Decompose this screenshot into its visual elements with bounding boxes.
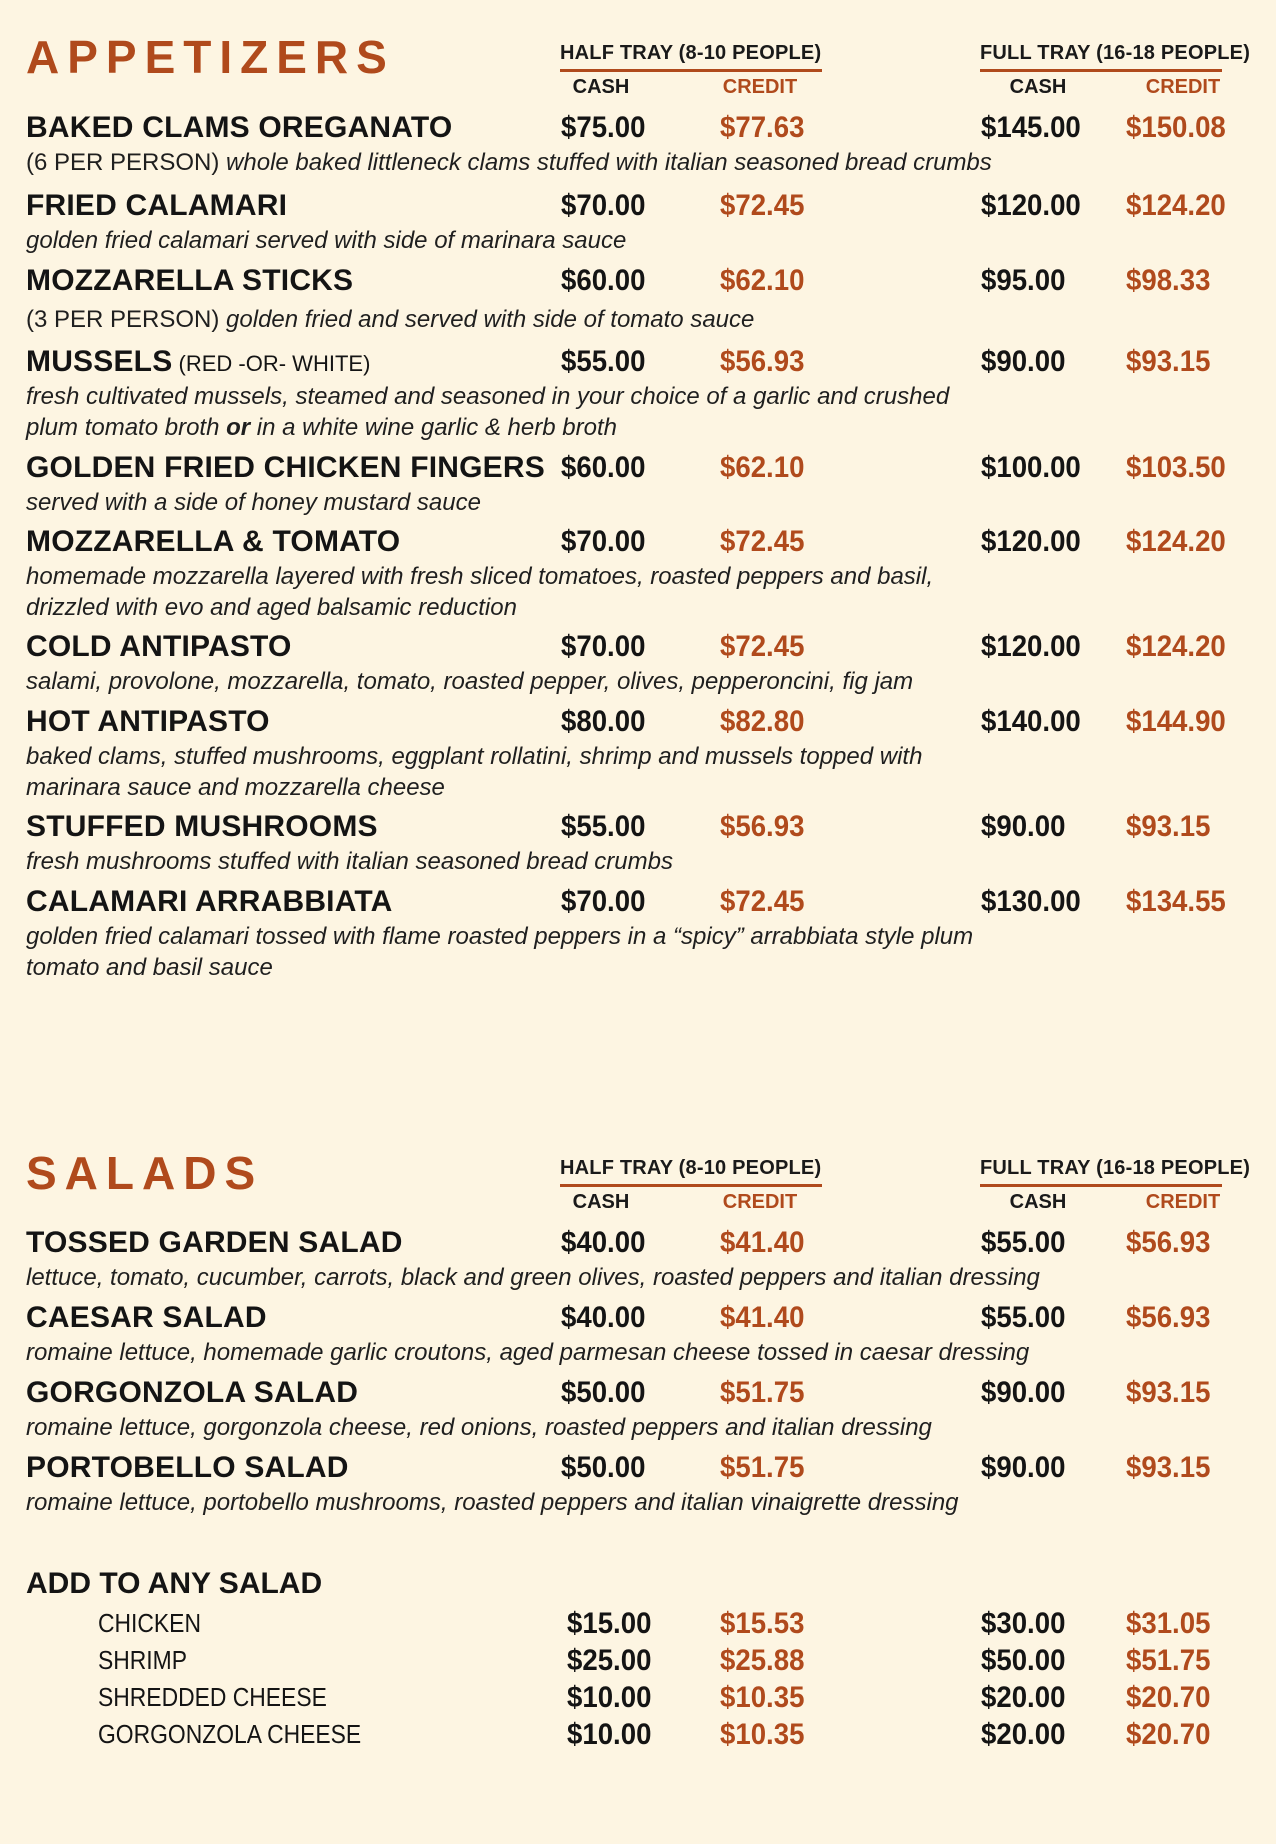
item-name: TOSSED GARDEN SALAD — [26, 1226, 403, 1259]
item-name — [26, 343, 370, 383]
description-text: plum tomato broth — [26, 414, 227, 441]
half-credit-header: CREDIT — [722, 1191, 798, 1213]
price-full-credit: $93.15 — [1126, 810, 1211, 843]
price-half-credit: $15.53 — [720, 1607, 805, 1640]
addon-row — [26, 1642, 1256, 1679]
price-full-credit: $134.55 — [1126, 885, 1226, 918]
addon-row — [26, 1605, 1256, 1642]
price-full-cash: $130.00 — [981, 885, 1081, 918]
price-full-credit: $98.33 — [1126, 264, 1211, 297]
description-text: whole baked littleneck clams stuffed with italian seasoned bread crumbs — [219, 149, 992, 176]
full-cash-header: CASH — [1009, 76, 1067, 98]
price-half-cash: $70.00 — [561, 525, 646, 558]
item-name: FRIED CALAMARI — [26, 189, 288, 222]
price-full-credit: $93.15 — [1126, 1451, 1211, 1484]
price-full-credit: $124.20 — [1126, 630, 1226, 663]
price-half-credit: $72.45 — [720, 885, 805, 918]
item-name: GOLDEN FRIED CHICKEN FINGERS — [26, 451, 545, 484]
item-description: served with a side of honey mustard sauce — [26, 489, 481, 516]
item-name: HOT ANTIPASTO — [26, 705, 270, 738]
price-half-cash: $15.00 — [567, 1607, 652, 1640]
price-half-credit: $62.10 — [720, 264, 805, 297]
menu-item — [26, 703, 1256, 803]
item-description: fresh mushrooms stuffed with italian seasoned bread crumbs — [26, 848, 673, 875]
price-half-credit: $62.10 — [720, 451, 805, 484]
price-full-cash: $120.00 — [981, 189, 1081, 222]
price-full-cash: $20.00 — [981, 1681, 1066, 1714]
item-description-line2 — [26, 412, 1256, 443]
menu-item — [26, 523, 1256, 623]
price-full-cash: $90.00 — [981, 1376, 1066, 1409]
item-description: romaine lettuce, portobello mushrooms, roasted peppers and italian vinaigrette dressing — [26, 1489, 959, 1516]
price-half-credit: $72.45 — [720, 189, 805, 222]
full-cash-header: CASH — [1009, 1191, 1067, 1213]
half-tray-header: HALF TRAY (8-10 PEOPLE) — [560, 1157, 822, 1179]
full-credit-header: CREDIT — [1145, 76, 1221, 98]
item-description: romaine lettuce, homemade garlic croutons, aged parmesan cheese tossed in caesar dressing — [26, 1339, 1030, 1366]
price-half-cash: $70.00 — [561, 189, 646, 222]
price-full-cash: $120.00 — [981, 525, 1081, 558]
price-half-cash: $55.00 — [561, 810, 646, 843]
price-half-cash: $10.00 — [567, 1718, 652, 1751]
item-name: CAESAR SALAD — [26, 1301, 267, 1334]
price-half-credit: $51.75 — [720, 1451, 805, 1484]
price-full-credit: $124.20 — [1126, 525, 1226, 558]
price-full-cash: $120.00 — [981, 630, 1081, 663]
price-half-cash: $55.00 — [561, 345, 646, 378]
addons-title: ADD TO ANY SALAD — [26, 1567, 323, 1600]
full-tray-rule — [980, 69, 1222, 72]
menu-item — [26, 628, 1256, 697]
addon-name: GORGONZOLA CHEESE — [98, 1719, 362, 1749]
half-credit-header: CREDIT — [722, 76, 798, 98]
price-half-cash: $60.00 — [561, 451, 646, 484]
price-half-credit: $77.63 — [720, 111, 805, 144]
price-half-credit: $41.40 — [720, 1226, 805, 1259]
item-description: lettuce, tomato, cucumber, carrots, black and green olives, roasted peppers and italian dressing — [26, 1264, 1040, 1291]
price-full-credit: $93.15 — [1126, 1376, 1211, 1409]
price-full-cash: $145.00 — [981, 111, 1081, 144]
item-description-line2: drizzled with evo and aged balsamic reduction — [26, 594, 517, 621]
full-tray-rule — [980, 1184, 1222, 1187]
price-half-credit: $10.35 — [720, 1718, 805, 1751]
menu-item — [26, 1374, 1256, 1443]
description-text: in a white wine garlic & herb broth — [250, 414, 617, 441]
item-description-line2: tomato and basil sauce — [26, 954, 273, 981]
full-credit-header: CREDIT — [1145, 1191, 1221, 1213]
price-full-credit: $51.75 — [1126, 1644, 1211, 1677]
price-half-credit: $72.45 — [720, 630, 805, 663]
price-half-cash: $40.00 — [561, 1301, 646, 1334]
item-description: golden fried calamari served with side of marinara sauce — [26, 227, 627, 254]
price-full-credit: $20.70 — [1126, 1718, 1211, 1751]
menu-item — [26, 343, 1256, 443]
item-name: GORGONZOLA SALAD — [26, 1376, 359, 1409]
description-text: golden fried and served with side of tomato sauce — [219, 306, 755, 333]
price-half-credit: $25.88 — [720, 1644, 805, 1677]
half-cash-header: CASH — [572, 1191, 630, 1213]
price-full-credit: $31.05 — [1126, 1607, 1211, 1640]
item-description: salami, provolone, mozzarella, tomato, roasted pepper, olives, pepperoncini, fig jam — [26, 668, 914, 695]
price-full-credit: $20.70 — [1126, 1681, 1211, 1714]
item-description-line2: marinara sauce and mozzarella cheese — [26, 774, 445, 801]
item-description — [26, 147, 1256, 178]
emphasis-text: or — [226, 414, 251, 441]
price-full-cash: $55.00 — [981, 1301, 1066, 1334]
portion-note: (3 PER PERSON) — [26, 306, 220, 333]
menu-item — [26, 808, 1256, 877]
price-full-credit: $56.93 — [1126, 1301, 1211, 1334]
half-tray-header: HALF TRAY (8-10 PEOPLE) — [560, 42, 822, 64]
item-description: fresh cultivated mussels, steamed and seasoned in your choice of a garlic and crushed — [26, 383, 950, 410]
price-full-cash: $95.00 — [981, 264, 1066, 297]
addon-name: CHICKEN — [98, 1608, 201, 1638]
price-full-cash: $20.00 — [981, 1718, 1066, 1751]
menu-item — [26, 449, 1256, 518]
price-full-cash: $90.00 — [981, 1451, 1066, 1484]
addon-name: SHREDDED CHEESE — [98, 1682, 327, 1712]
price-half-credit: $41.40 — [720, 1301, 805, 1334]
price-half-credit: $56.93 — [720, 345, 805, 378]
price-half-credit: $82.80 — [720, 705, 805, 738]
addon-row — [26, 1716, 1256, 1753]
item-note: (RED -OR- WHITE) — [172, 351, 371, 376]
item-description: romaine lettuce, gorgonzola cheese, red onions, roasted peppers and italian dressing — [26, 1414, 932, 1441]
menu-item — [26, 1449, 1256, 1518]
item-name: BAKED CLAMS OREGANATO — [26, 111, 453, 144]
portion-note: (6 PER PERSON) — [26, 149, 220, 176]
item-name: STUFFED MUSHROOMS — [26, 810, 378, 843]
price-half-cash: $50.00 — [561, 1451, 646, 1484]
price-half-cash: $70.00 — [561, 885, 646, 918]
item-description: homemade mozzarella layered with fresh sliced tomatoes, roasted peppers and basil, — [26, 563, 934, 590]
item-name-text: MUSSELS — [26, 345, 173, 378]
price-full-credit: $93.15 — [1126, 345, 1211, 378]
item-name: CALAMARI ARRABBIATA — [26, 885, 393, 918]
price-half-cash: $70.00 — [561, 630, 646, 663]
item-name: PORTOBELLO SALAD — [26, 1451, 349, 1484]
price-full-credit: $56.93 — [1126, 1226, 1211, 1259]
appetizers-title: APPETIZERS — [26, 31, 395, 83]
menu-item — [26, 1299, 1256, 1368]
half-cash-header: CASH — [572, 76, 630, 98]
price-half-cash: $75.00 — [561, 111, 646, 144]
price-full-cash: $55.00 — [981, 1226, 1066, 1259]
item-name: COLD ANTIPASTO — [26, 630, 292, 663]
menu-item — [26, 262, 1256, 335]
price-half-cash: $50.00 — [561, 1376, 646, 1409]
item-name: MOZZARELLA STICKS — [26, 264, 354, 297]
menu-item — [26, 109, 1256, 178]
price-full-cash: $90.00 — [981, 345, 1066, 378]
price-half-credit: $56.93 — [720, 810, 805, 843]
price-full-credit: $103.50 — [1126, 451, 1226, 484]
item-name: MOZZARELLA & TOMATO — [26, 525, 401, 558]
price-half-cash: $80.00 — [561, 705, 646, 738]
full-tray-header: FULL TRAY (16-18 PEOPLE) — [980, 1157, 1251, 1179]
price-half-credit: $72.45 — [720, 525, 805, 558]
price-half-cash: $60.00 — [561, 264, 646, 297]
half-tray-rule — [560, 1184, 822, 1187]
item-description: golden fried calamari tossed with flame roasted peppers in a “spicy” arrabbiata style plum — [26, 923, 974, 950]
full-tray-header: FULL TRAY (16-18 PEOPLE) — [980, 42, 1251, 64]
menu-item — [26, 1224, 1256, 1293]
menu-item — [26, 187, 1256, 256]
menu-item — [26, 883, 1256, 983]
price-half-cash: $40.00 — [561, 1226, 646, 1259]
price-half-credit: $51.75 — [720, 1376, 805, 1409]
salads-title: SALADS — [26, 1147, 264, 1199]
price-half-cash: $25.00 — [567, 1644, 652, 1677]
price-full-cash: $30.00 — [981, 1607, 1066, 1640]
addon-row — [26, 1679, 1256, 1716]
price-half-cash: $10.00 — [567, 1681, 652, 1714]
price-full-cash: $100.00 — [981, 451, 1081, 484]
price-full-credit: $150.08 — [1126, 111, 1226, 144]
price-full-credit: $124.20 — [1126, 189, 1226, 222]
half-tray-rule — [560, 69, 822, 72]
price-full-cash: $50.00 — [981, 1644, 1066, 1677]
addon-name: SHRIMP — [98, 1645, 187, 1675]
price-full-credit: $144.90 — [1126, 705, 1226, 738]
item-description: baked clams, stuffed mushrooms, eggplant rollatini, shrimp and mussels topped with — [26, 743, 923, 770]
item-description — [26, 304, 1256, 335]
price-full-cash: $140.00 — [981, 705, 1081, 738]
price-half-credit: $10.35 — [720, 1681, 805, 1714]
price-full-cash: $90.00 — [981, 810, 1066, 843]
